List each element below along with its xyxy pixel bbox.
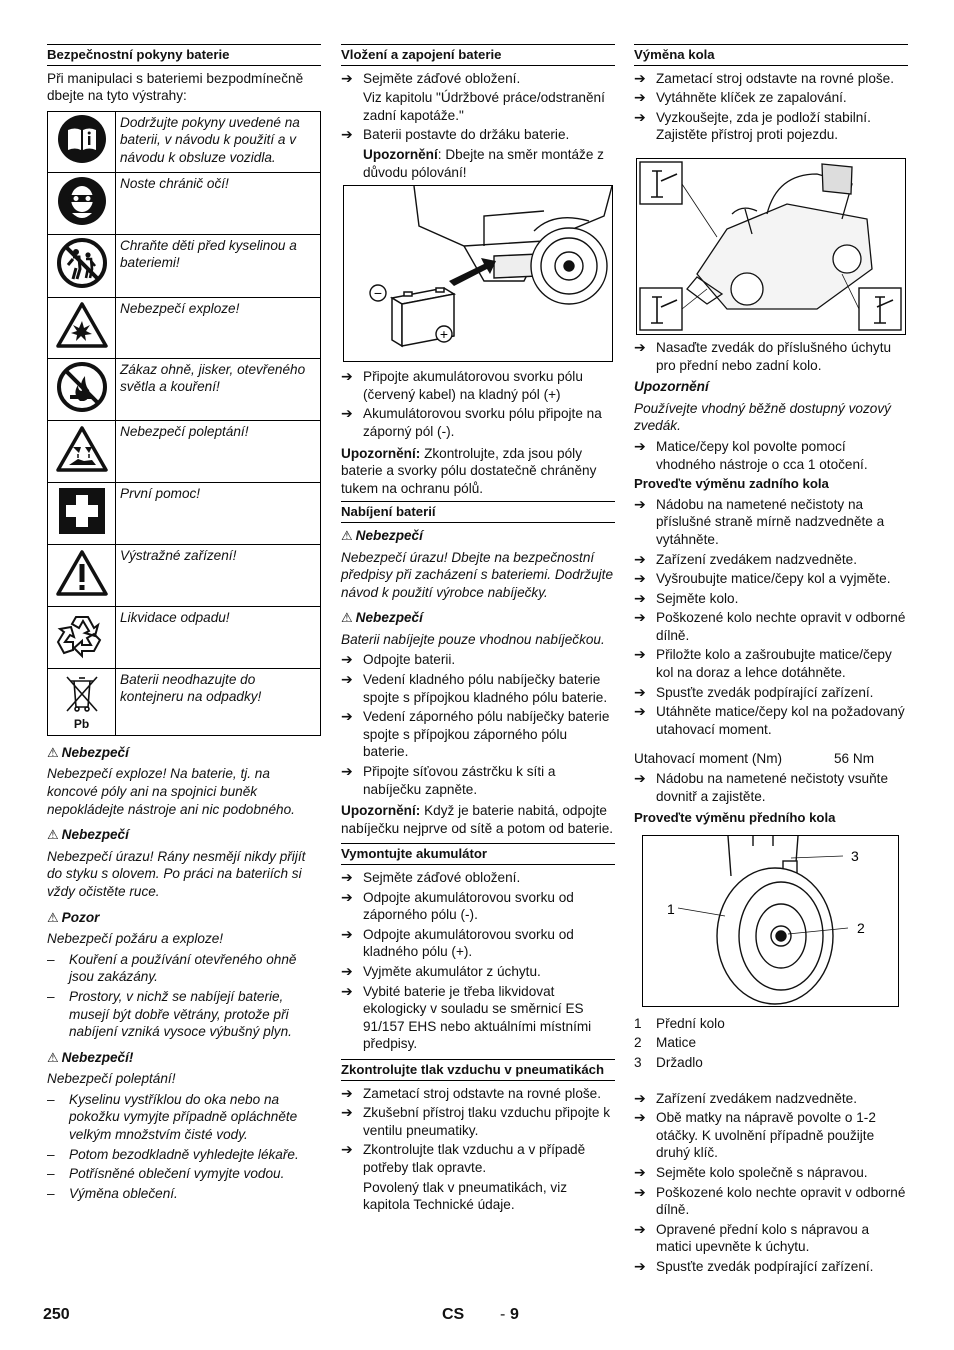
arrow-icon: ➔	[634, 570, 646, 587]
section-title-charging: Nabíjení baterií	[341, 501, 615, 523]
arrow-icon: ➔	[341, 126, 353, 143]
page-number: 250	[43, 1306, 70, 1323]
torque-row	[634, 750, 908, 768]
arrow-icon: ➔	[634, 1109, 646, 1126]
step-item: ➔ Vyzkoušejte, zda je podloží stabilní. Zajistěte přístroj proti pojezdu.	[634, 108, 871, 143]
step-item: ➔ Připojte akumulátorovou svorku pólu (červený kabel) na kladný pól (+)	[341, 368, 583, 402]
step-item: ➔ Vedení kladného pólu nabíječky baterie spojte s přípojkou kladného pólu baterie.	[341, 671, 608, 705]
note: Upozornění: Dbejte na směr montáže z důvodu pólování!	[363, 146, 604, 180]
section-title-tire-pressure: Zkontrolujte tlak vzduchu v pneumatikách	[341, 1059, 615, 1081]
warning-triangle-icon: ⚠	[47, 827, 59, 843]
step-item: ➔ Sejměte záďové obložení.	[341, 69, 521, 86]
section-title-rear-wheel: Proveďte výměnu zadního kola	[634, 476, 829, 492]
step-item: ➔ Vyšroubujte matice/čepy kol a vyjměte.	[634, 570, 891, 587]
recycling-icon	[48, 606, 116, 668]
arrow-icon: ➔	[634, 1183, 646, 1200]
warning-text: Nebezpečí úrazu! Rány nesmějí nikdy přijít do styku s olovem. Po práci na bateriích si vždy očistěte ruce.	[47, 848, 306, 899]
language-code: CS	[442, 1306, 465, 1323]
step-item: ➔ Zametací stroj odstavte na rovné ploše.	[634, 69, 895, 86]
warning-heading: ⚠ Nebezpečí	[47, 827, 129, 843]
symbol-text: Dodržujte pokyny uvedené na baterii, v návodu k použití a v návodu k obsluze vozidla.	[116, 111, 321, 172]
battery-minus-label: −	[373, 285, 383, 302]
legend-item: 2 Matice	[634, 1035, 697, 1051]
arrow-icon: ➔	[341, 1104, 353, 1121]
column-1	[47, 44, 321, 1204]
warning-text: Nebezpečí úrazu! Dbejte na bezpečnostní předpisy při zacházení s bateriemi. Dodržujte návod k použití výrobce nabíječky.	[341, 549, 614, 600]
step-item: ➔ Zařízení zvedákem nadzvedněte.	[634, 550, 857, 567]
page-separator: -	[500, 1306, 506, 1323]
crossed-bin-pb-icon	[48, 668, 116, 735]
arrow-icon: ➔	[341, 962, 353, 979]
legend-item: 1 Přední kolo	[634, 1015, 725, 1031]
list-item: – Kouření a používání otevřeného ohně jsou zakázány.	[47, 951, 297, 985]
step-item: ➔ Zkontrolujte tlak vzduchu a v případě potřeby tlak opravte.	[341, 1141, 586, 1175]
caution-text: Nebezpečí požáru a exploze!	[47, 931, 224, 947]
caution-heading: ⚠ Pozor	[47, 909, 100, 925]
step-item: ➔ Přiložte kolo a zašroubujte matice/čepy kol na doraz a lehce dotáhněte.	[634, 646, 892, 681]
corrosive-hazard-icon	[48, 420, 116, 482]
arrow-icon: ➔	[634, 1163, 646, 1180]
step-item: ➔ Sejměte záďové obložení.	[341, 869, 521, 885]
legend-item: 3 Držadlo	[634, 1055, 703, 1070]
warning-heading: ⚠ Nebezpečí!	[47, 1049, 134, 1065]
list-item: – Prostory, v nichž se nabíjejí baterie, musejí být dobře větrány, protože při nabíjení vzniká vysoce výbušný plyn.	[47, 988, 292, 1040]
symbol-text: Zákaz ohně, jisker, otevřeného světla a kouření!	[116, 358, 321, 420]
arrow-icon: ➔	[341, 69, 353, 86]
symbol-row	[48, 420, 321, 482]
step-item: ➔ Matice/čepy kol povolte pomocí vhodného nástroje o cca 1 otočení.	[634, 437, 868, 472]
step-item: ➔ Poškozené kolo nechte opravit v odborné dílně.	[634, 609, 906, 643]
symbol-text: Noste chránič očí!	[116, 172, 321, 234]
symbol-row	[48, 668, 321, 735]
front-wheel-figure	[642, 835, 899, 1007]
arrow-icon: ➔	[634, 1220, 646, 1237]
section-title-insert-battery: Vložení a zapojení baterie	[341, 44, 615, 66]
arrow-icon: ➔	[341, 1141, 353, 1158]
manual-book-icon	[48, 111, 116, 172]
step-note: Viz kapitolu "Údržbové práce/odstranění zadní kapotáže."	[363, 90, 605, 123]
symbol-row	[48, 172, 321, 234]
step-item: ➔ Zařízení zvedákem nadzvedněte.	[634, 1089, 857, 1106]
arrow-icon: ➔	[341, 368, 353, 385]
explosion-hazard-icon	[48, 297, 116, 358]
symbol-text: Baterii neodhazujte do kontejneru na odpadky!	[116, 668, 321, 735]
section-title-remove-battery: Vymontujte akumulátor	[341, 843, 615, 865]
battery-safety-intro: Při manipulaci s bateriemi bezpodmínečně dbejte na tyto výstrahy:	[47, 70, 304, 104]
arrow-icon: ➔	[634, 609, 646, 626]
symbol-row	[48, 482, 321, 544]
arrow-icon: ➔	[341, 763, 353, 780]
arrow-icon: ➔	[341, 1084, 353, 1101]
symbol-row	[48, 544, 321, 606]
step-item: ➔ Vybité baterie je třeba likvidovat ekologicky v souladu se směrnicí ES 91/157 EHS nebo aktuálními místními předpisy.	[341, 982, 592, 1052]
step-item: ➔ Poškozené kolo nechte opravit v odborné dílně.	[634, 1183, 906, 1218]
warning-text: Nebezpečí poleptání!	[47, 1071, 176, 1087]
symbol-row	[48, 234, 321, 297]
section-page-number: 9	[510, 1306, 519, 1323]
section-title-front-wheel: Proveďte výměnu předního kola	[634, 810, 836, 826]
symbol-row	[48, 358, 321, 420]
warning-text: Nebezpečí exploze! Na baterie, tj. na koncové póly ani na spojnici buněk nepokládejte nástroje ani nic podobného.	[47, 766, 295, 817]
note-text: Používejte vhodný běžně dostupný vozový zvedák.	[634, 400, 891, 434]
arrow-icon: ➔	[341, 888, 353, 905]
list-item: – Potom bezodkladně vyhledejte lékaře.	[47, 1146, 299, 1162]
figure-callout-2: 2	[857, 919, 865, 936]
list-item: – Kyselinu vystříklou do oka nebo na pokožku vymyjte případně opláchněte velkým množstvím čisté vody.	[47, 1091, 298, 1143]
note: Upozornění: Zkontrolujte, zda jsou póly baterie a svorky pólu dostatečně chráněny tukem na ochranu pólů.	[341, 445, 597, 496]
symbol-text: Chraňte děti před kyselinou a bateriemi!	[116, 234, 321, 297]
step-item: ➔ Utáhněte matice/čepy kol na požadovaný utahovací moment.	[634, 703, 905, 737]
symbol-text: První pomoc!	[116, 482, 321, 544]
warning-text: Baterii nabíjejte pouze vhodnou nabíječkou.	[341, 631, 605, 647]
step-item: ➔ Zametací stroj odstavte na rovné ploše.	[341, 1084, 602, 1101]
step-item: ➔ Vyjměte akumulátor z úchytu.	[341, 962, 541, 979]
arrow-icon: ➔	[341, 708, 353, 725]
symbol-row	[48, 297, 321, 358]
arrow-icon: ➔	[341, 651, 353, 668]
warning-triangle-icon: ⚠	[47, 1049, 59, 1065]
warning-triangle-icon: ⚠	[341, 527, 353, 543]
symbol-table	[47, 111, 321, 736]
warning-triangle-icon: ⚠	[341, 610, 353, 626]
battery-plus-label: +	[439, 326, 449, 343]
keep-children-away-icon	[48, 234, 116, 297]
warning-triangle-icon: ⚠	[47, 744, 59, 760]
figure-callout-1: 1	[667, 900, 675, 917]
first-aid-icon	[48, 482, 116, 544]
section-title-wheel-change: Výměna kola	[634, 44, 908, 66]
column-2	[341, 44, 615, 1216]
warning-heading: ⚠ Nebezpečí	[341, 610, 423, 626]
arrow-icon: ➔	[634, 89, 646, 106]
arrow-icon: ➔	[634, 437, 646, 454]
step-item: ➔ Zkušební přístroj tlaku vzduchu připojte k ventilu pneumatiky.	[341, 1104, 611, 1138]
step-item: ➔ Nádobu na nametené nečistoty vsuňte dovnitř a zajistěte.	[634, 770, 889, 804]
figure-callout-3: 3	[851, 847, 859, 864]
arrow-icon: ➔	[634, 683, 646, 700]
column-3	[634, 44, 908, 1278]
step-item: ➔ Baterii postavte do držáku baterie.	[341, 126, 570, 143]
list-item: – Potřísněné oblečení vymyjte vodou.	[47, 1166, 285, 1182]
arrow-icon: ➔	[634, 495, 646, 512]
step-item: ➔ Spusťte zvedák podpírající zařízení.	[634, 683, 874, 700]
warning-heading: ⚠ Nebezpečí	[341, 527, 423, 543]
step-item: ➔ Vytáhněte klíček ze zapalování.	[634, 89, 847, 106]
note: Upozornění: Když je baterie nabitá, odpojte nabíječku nejprve od sítě a potom od baterie.	[341, 803, 614, 836]
arrow-icon: ➔	[634, 1089, 646, 1106]
no-fire-icon	[48, 358, 116, 420]
arrow-icon: ➔	[634, 550, 646, 567]
pb-label: Pb	[73, 717, 90, 732]
arrow-icon: ➔	[634, 589, 646, 606]
section-title-battery-safety: Bezpečnostní pokyny baterie	[47, 44, 321, 66]
step-item: ➔ Odpojte akumulátorovou svorku od záporného pólu (-).	[341, 888, 574, 923]
step-item: ➔ Obě matky na nápravě povolte o 1-2 otáčky. K uvolnění případně použijte druhý klíč.	[634, 1109, 876, 1161]
warning-heading: ⚠ Nebezpečí	[47, 744, 129, 760]
step-item: ➔ Sejměte kolo společně s nápravou.	[634, 1163, 868, 1180]
arrow-icon: ➔	[634, 770, 646, 787]
symbol-text: Nebezpečí poleptání!	[116, 420, 321, 482]
torque-value: 56 Nm	[834, 751, 875, 767]
arrow-icon: ➔	[634, 646, 646, 663]
eye-protection-icon	[48, 172, 116, 234]
step-item: ➔ Akumulátorovou svorku pólu připojte na záporný pól (-).	[341, 405, 602, 439]
step-item: ➔ Vedení záporného pólu nabíječky baterie spojte s přípojkou záporného pólu baterie.	[341, 708, 610, 760]
step-item: ➔ Opravené přední kolo s nápravou a matici upevněte k úchytu.	[634, 1220, 870, 1255]
step-item: ➔ Odpojte baterii.	[341, 651, 456, 668]
battery-insert-figure	[343, 185, 613, 362]
step-item: ➔ Sejměte kolo.	[634, 589, 739, 606]
warning-icon	[48, 544, 116, 606]
arrow-icon: ➔	[634, 338, 646, 355]
step-item: ➔ Spusťte zvedák podpírající zařízení.	[634, 1257, 874, 1274]
arrow-icon: ➔	[634, 69, 646, 86]
arrow-icon: ➔	[634, 108, 646, 125]
arrow-icon: ➔	[341, 671, 353, 688]
symbol-row	[48, 111, 321, 172]
torque-label: Utahovací moment (Nm)	[634, 751, 783, 767]
symbol-text: Nebezpečí exploze!	[116, 297, 321, 358]
arrow-icon: ➔	[634, 1257, 646, 1274]
step-item: ➔ Nádobu na nametené nečistoty na příslušné straně mírně nadzvedněte a vytáhněte.	[634, 495, 885, 547]
arrow-icon: ➔	[341, 982, 353, 999]
step-item: ➔ Připojte síťovou zástrčku k síti a nabíječku zapněte.	[341, 763, 556, 797]
warning-triangle-icon: ⚠	[47, 909, 59, 925]
arrow-icon: ➔	[341, 925, 353, 942]
arrow-icon: ➔	[341, 869, 353, 885]
symbol-row	[48, 606, 321, 668]
list-item: – Výměna oblečení.	[47, 1185, 178, 1201]
step-item: ➔ Odpojte akumulátorovou svorku od kladného pólu (+).	[341, 925, 574, 960]
symbol-text: Likvidace odpadu!	[116, 606, 321, 668]
arrow-icon: ➔	[634, 703, 646, 720]
step-note: Povolený tlak v pneumatikách, viz kapitola Technické údaje.	[363, 1179, 568, 1213]
step-item: ➔ Nasaďte zvedák do příslušného úchytu pro přední nebo zadní kolo.	[634, 338, 892, 373]
jack-points-figure	[636, 158, 906, 335]
arrow-icon: ➔	[341, 405, 353, 422]
symbol-text: Výstražné zařízení!	[116, 544, 321, 606]
note-heading: Upozornění	[634, 379, 709, 395]
